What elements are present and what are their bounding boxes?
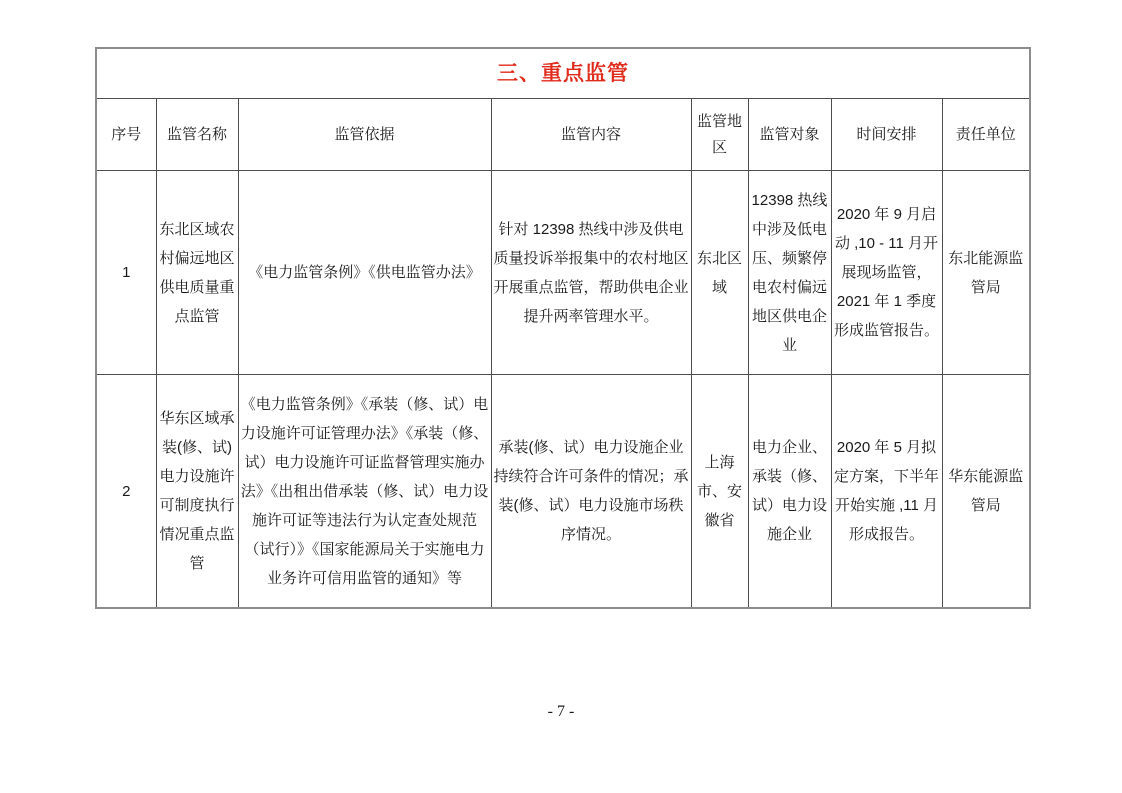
cell-row2-basis: 《电力监管条例》《承装（修、试）电力设施许可证管理办法》《承装（修、试）电力设施许可证监督管理实施办法》《出租出借承装（修、试）电力设施许可证等违法行为认定查处规范（试行）》《国家能源局关于实施电力业务许可信用监管的通知》等 [238, 375, 491, 609]
column-header-region: 监管地区 [691, 99, 748, 171]
cell-row2-no: 2 [96, 375, 156, 609]
cell-row2-target: 电力企业、承装（修、试）电力设施企业 [748, 375, 831, 609]
cell-row2-unit: 华东能源监管局 [942, 375, 1030, 609]
cell-row1-content: 针对 12398 热线中涉及供电质量投诉举报集中的农村地区开展重点监管，帮助供电企业提升两率管理水平。 [491, 171, 691, 375]
cell-row1-schedule: 2020 年 9 月启动 ,10 - 11 月开展现场监管，2021 年 1 季度形成监管报告。 [831, 171, 942, 375]
column-header-unit: 责任单位 [942, 99, 1030, 171]
cell-row1-region: 东北区域 [691, 171, 748, 375]
cell-row2-content: 承装(修、试）电力设施企业持续符合许可条件的情况；承装(修、试）电力设施市场秩序情况。 [491, 375, 691, 609]
table-row [96, 375, 1030, 609]
column-header-target: 监管对象 [748, 99, 831, 171]
cell-row1-target: 12398 热线中涉及低电压、频繁停电农村偏远地区供电企业 [748, 171, 831, 375]
column-header-schedule: 时间安排 [831, 99, 942, 171]
cell-row1-no: 1 [96, 171, 156, 375]
supervision-table [95, 47, 1031, 609]
page-number: - 7 - [547, 703, 575, 720]
table-title: 三、重点监管 [96, 48, 1030, 99]
cell-row2-region: 上海市、安徽省 [691, 375, 748, 609]
column-header-name: 监管名称 [156, 99, 238, 171]
cell-row2-schedule: 2020 年 5 月拟定方案，下半年开始实施 ,11 月形成报告。 [831, 375, 942, 609]
table-header-row [96, 99, 1030, 171]
column-header-content: 监管内容 [491, 99, 691, 171]
cell-row2-name: 华东区域承装(修、试)电力设施许可制度执行情况重点监管 [156, 375, 238, 609]
table-row [96, 171, 1030, 375]
cell-row1-basis: 《电力监管条例》《供电监管办法》 [238, 171, 491, 375]
column-header-basis: 监管依据 [238, 99, 491, 171]
column-header-no: 序号 [96, 99, 156, 171]
cell-row1-unit: 东北能源监管局 [942, 171, 1030, 375]
cell-row1-name: 东北区域农村偏远地区供电质量重点监管 [156, 171, 238, 375]
table-title-row [96, 48, 1030, 99]
